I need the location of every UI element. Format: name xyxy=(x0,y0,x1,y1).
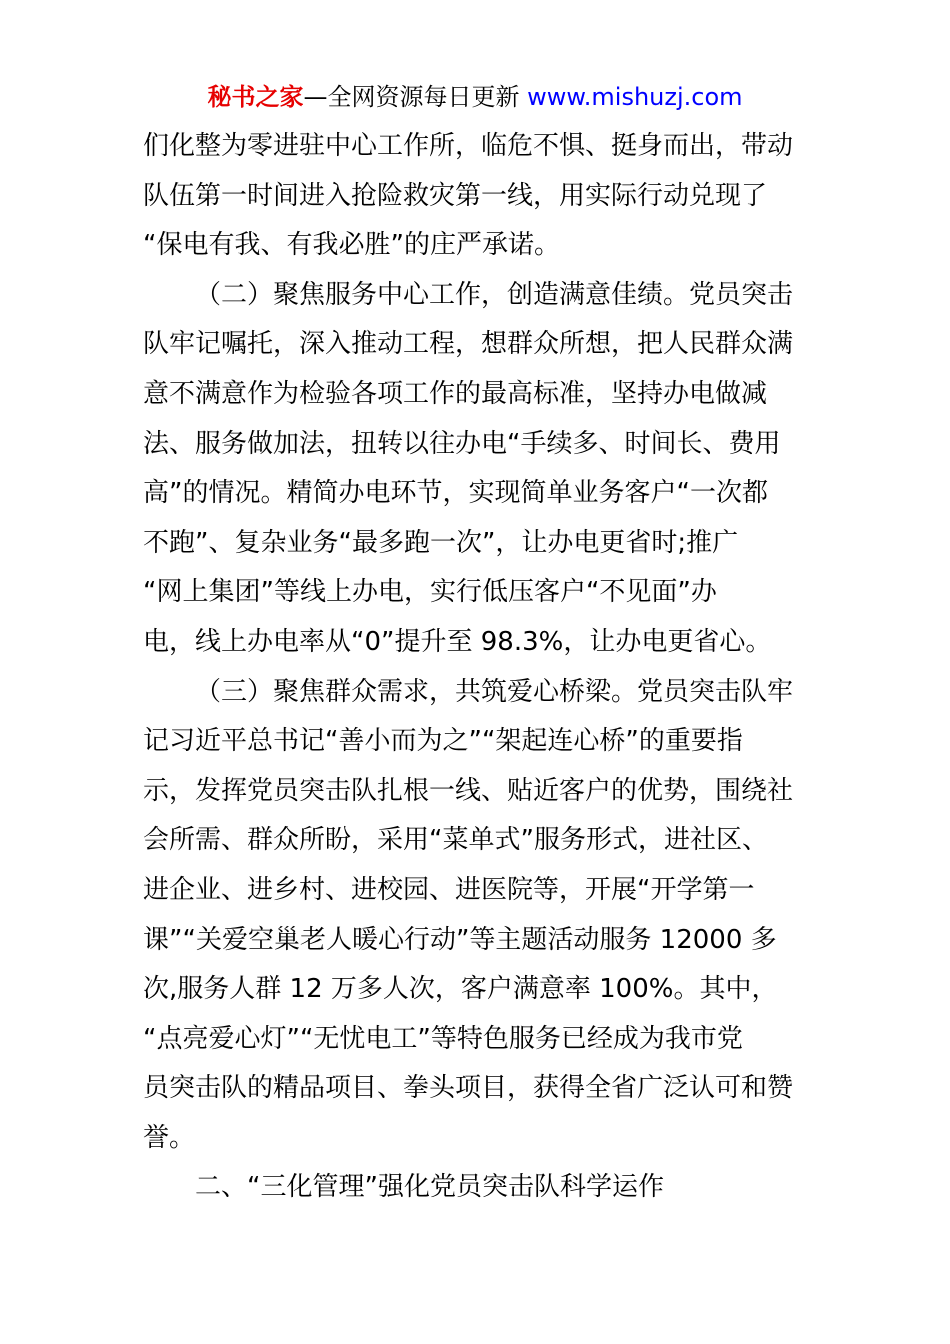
brand-name: 秘书之家 xyxy=(207,83,304,111)
paragraph-heading-line: （二）聚焦服务中心工作，创造满意佳绩。党员突击 xyxy=(195,279,794,310)
text-line: 们化整为零进驻中心工作所，临危不惧、挺身而出，带动 xyxy=(143,131,794,161)
section-heading: 二、“三化管理”强化党员突击队科学运作 xyxy=(195,1172,664,1203)
text-line: “网上集团”等线上办电，实行低压客户“不见面”办 xyxy=(143,577,717,608)
text-line: 示，发挥党员突击队扎根一线、贴近客户的优势，围绕社 xyxy=(143,775,794,806)
text-line: 意不满意作为检验各项工作的最高标准，坚持办电做减 xyxy=(143,378,768,409)
text-line: 誉。 xyxy=(143,1122,196,1153)
text-line: 高”的情况。精简办电环节，实现简单业务客户“一次都 xyxy=(143,478,768,509)
text-line: 队牢记嘱托，深入推动工程，想群众所想，把人民群众满 xyxy=(143,329,794,360)
text-line: 次,服务人群 12 万多人次，客户满意率 100%。其中， xyxy=(143,974,778,1005)
text-line: “保电有我、有我必胜”的庄严承诺。 xyxy=(143,230,560,261)
text-line: 记习近平总书记“善小而为之”“架起连心桥”的重要指 xyxy=(143,726,743,757)
site-header xyxy=(0,80,950,114)
header-tagline: —全网资源每日更新 xyxy=(303,83,528,111)
text-line: 电，线上办电率从“0”提升至 98.3%，让办电更省心。 xyxy=(143,626,772,657)
text-line: 进企业、进乡村、进校园、进医院等，开展“开学第一 xyxy=(143,874,755,905)
site-url-link[interactable]: www.mishuzj.com xyxy=(527,83,743,111)
paragraph-heading-line: （三）聚焦群众需求，共筑爱心桥梁。党员突击队牢 xyxy=(195,676,794,707)
text-line: 课”“关爱空巢老人暖心行动”等主题活动服务 12000 多 xyxy=(143,924,777,955)
text-line: 法、服务做加法，扭转以往办电“手续多、时间长、费用 xyxy=(143,428,781,459)
text-line: 员突击队的精品项目、拳头项目，获得全省广泛认可和赞 xyxy=(143,1073,794,1104)
text-line: 队伍第一时间进入抢险救灾第一线，用实际行动兑现了 xyxy=(143,180,768,211)
text-line: “点亮爱心灯”“无忧电工”等特色服务已经成为我市党 xyxy=(143,1023,743,1054)
document-body xyxy=(143,122,813,1213)
text-line: 会所需、群众所盼，采用“菜单式”服务形式，进社区、 xyxy=(143,825,768,856)
text-line: 不跑”、复杂业务“最多跑一次”，让办电更省时;推广 xyxy=(143,527,739,558)
